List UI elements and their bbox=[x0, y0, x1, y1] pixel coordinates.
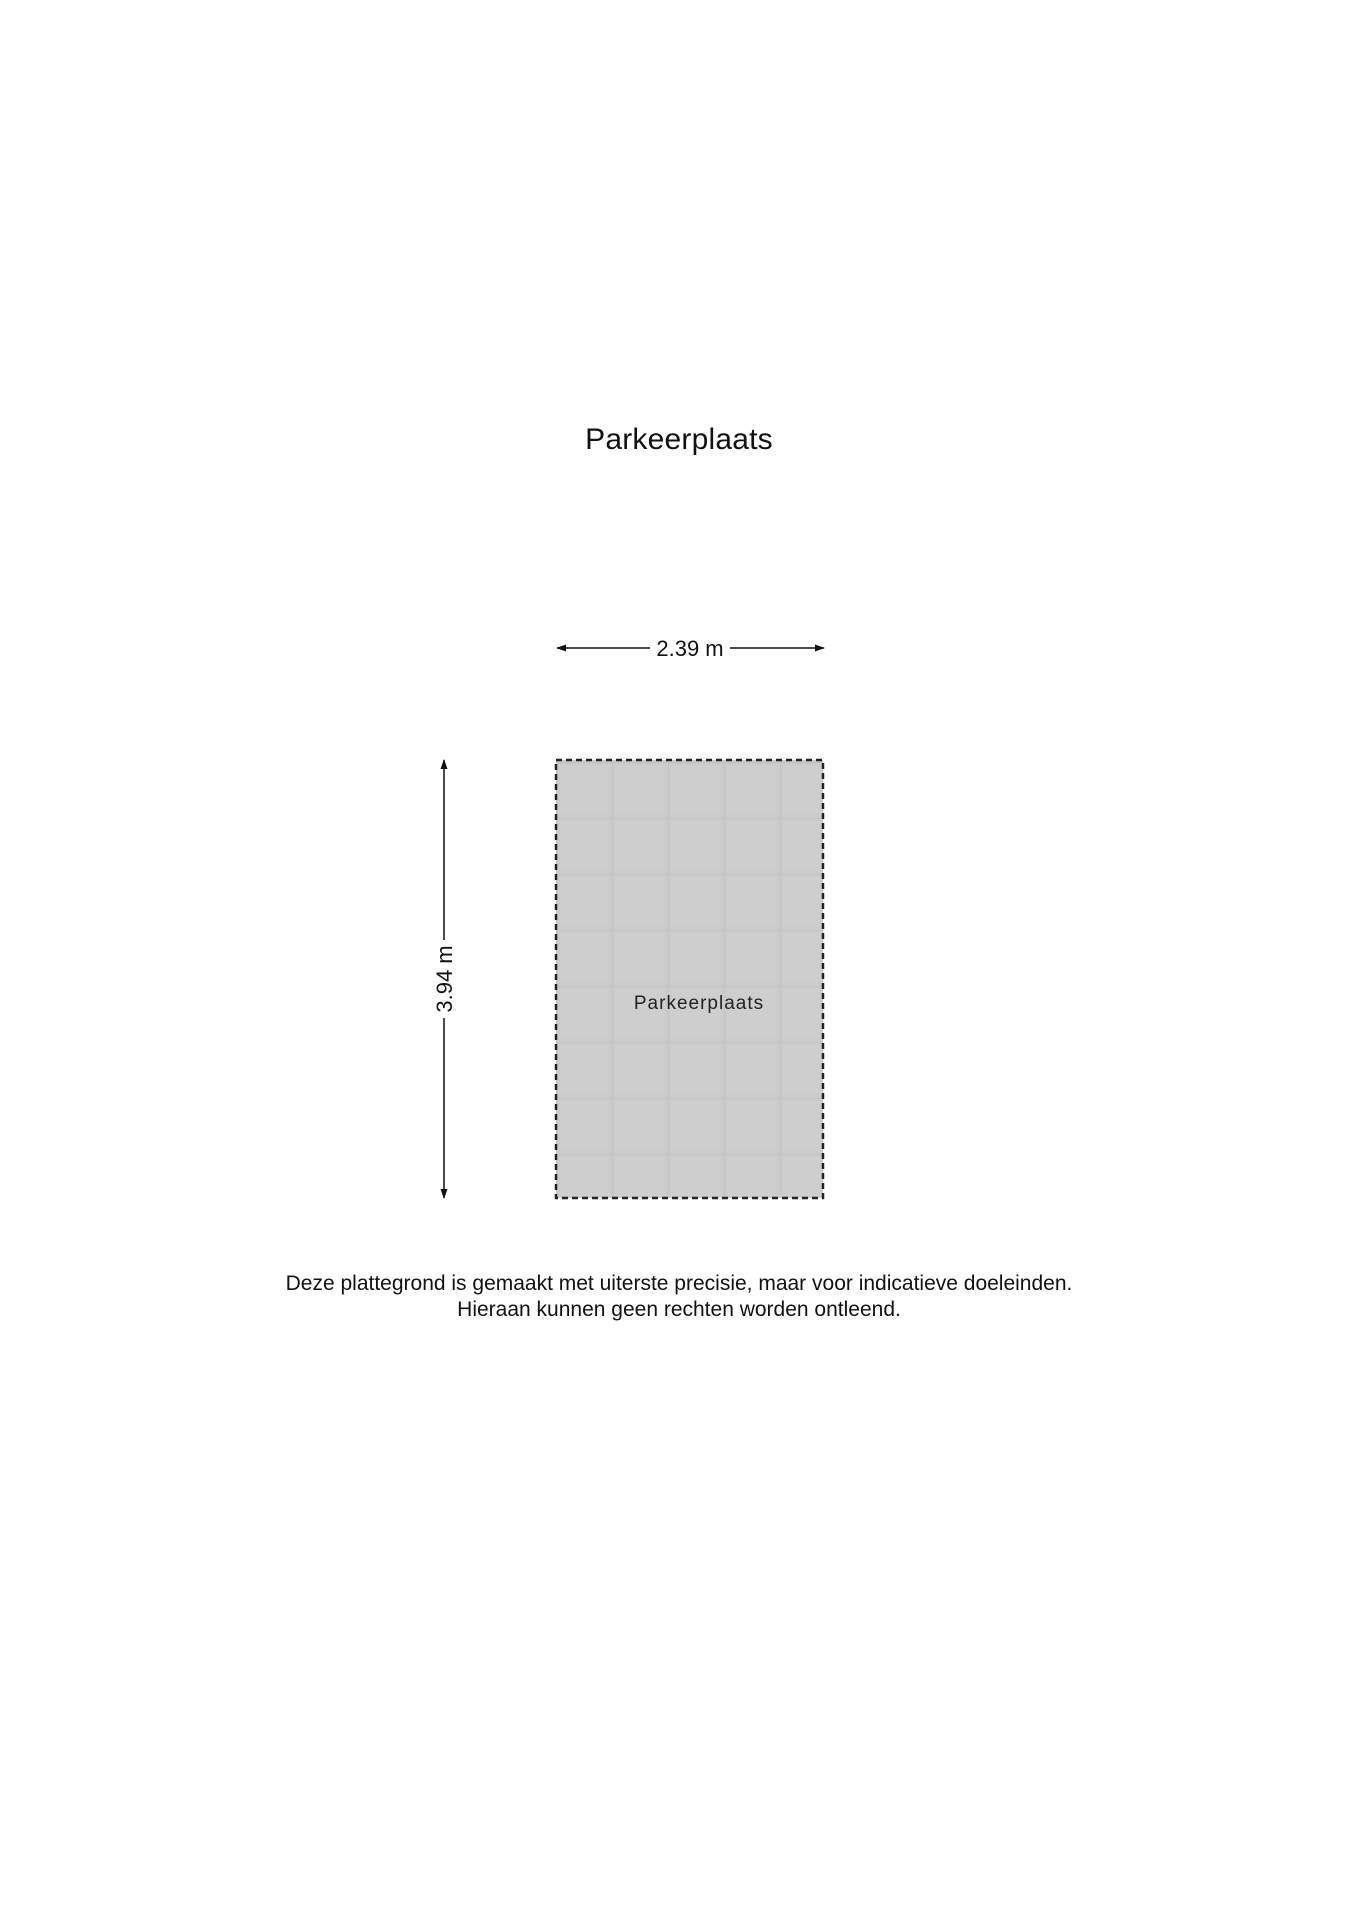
disclaimer bbox=[0, 1271, 1358, 1323]
width-label: 2.39 m bbox=[656, 636, 724, 661]
height-dimension bbox=[432, 760, 457, 1198]
page-title: Parkeerplaats bbox=[585, 423, 773, 456]
disclaimer-line-1: Deze plattegrond is gemaakt met uiterste precisie, maar voor indicatieve doeleinden. bbox=[285, 1272, 1073, 1295]
room-label: Parkeerplaats bbox=[633, 993, 765, 1014]
height-label: 3.94 m bbox=[432, 945, 457, 1013]
disclaimer-line-2: Hieraan kunnen geen rechten worden ontleend. bbox=[457, 1298, 901, 1321]
room-parkeerplaats bbox=[556, 760, 823, 1198]
width-dimension bbox=[557, 636, 824, 661]
room-fill bbox=[556, 760, 823, 1198]
